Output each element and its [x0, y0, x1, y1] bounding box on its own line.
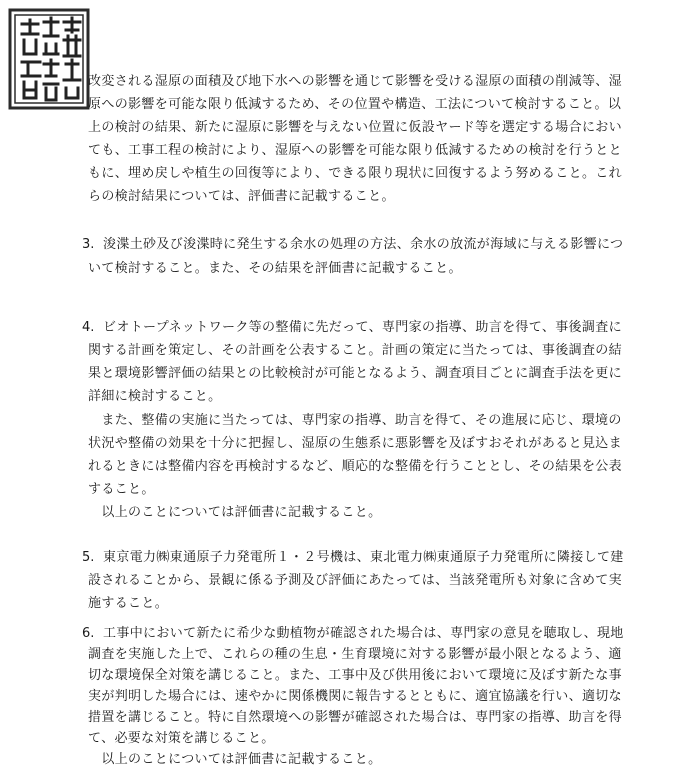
item-line: 東京電力㈱東通原子力発電所１・２号機は、東北電力㈱東通原子力発電所に隣接して建	[103, 550, 624, 565]
item-line: いて検討すること。また、その結果を評価書に記載すること。	[88, 261, 462, 276]
official-seal-stamp	[6, 6, 92, 112]
item-line: 施すること。	[88, 596, 169, 611]
item-line: て、必要な対策を講じること。	[88, 731, 275, 746]
item-line: 設されることから、景観に係る予測及び評価にあたっては、当該発電所も対象に含めて実	[88, 573, 623, 588]
item-line: 果と環境影響評価の結果との比較検討が可能となるよう、調査項目ごとに調査手法を更に	[88, 366, 623, 381]
item-line: 工事中において新たに希少な動植物が確認された場合は、専門家の意見を聴取し、現地	[103, 626, 624, 641]
item-line: れるときには整備内容を再検討するなど、順応的な整備を行うこととし、その結果を公表	[88, 459, 623, 474]
item-line: 措置を講じること。特に自然環境への影響が確認された場合は、専門家の指導、助言を得	[88, 710, 623, 725]
item-line: 詳細に検討すること。	[88, 389, 222, 404]
item-line: 以上のことについては評価書に記載すること。	[88, 505, 382, 520]
item-line: すること。	[88, 482, 155, 497]
item-number: 6.	[82, 626, 95, 641]
item-line: また、整備の実施に当たっては、専門家の指導、助言を得て、その進展に応じ、環境の	[88, 413, 622, 428]
intro-line: ても、工事工程の検討により、湿原への影響を可能な限り低減するための検討を行うとと	[88, 143, 623, 158]
item-number: 5.	[82, 550, 95, 565]
item-number: 3.	[82, 237, 95, 252]
item-line: 切な環境保全対策を講じること。また、工事中及び供用後において環境に及ぼす新たな事	[88, 668, 623, 683]
item-line: 実が判明した場合には、速やかに関係機関に報告するとともに、適宜協議を行い、適切な	[88, 689, 623, 704]
item-line: ビオトープネットワーク等の整備に先だって、専門家の指導、助言を得て、事後調査に	[103, 320, 622, 335]
item-line: 浚渫土砂及び浚渫時に発生する余水の処理の方法、余水の放流が海域に与える影響につ	[103, 237, 624, 252]
intro-line: 原への影響を可能な限り低減するため、その位置や構造、工法について検討すること。以	[88, 97, 622, 112]
intro-line: もに、埋め戻しや植生の回復等により、できる限り現状に回復するよう努めること。これ	[88, 166, 623, 181]
intro-line: らの検討結果については、評価書に記載すること。	[88, 189, 395, 204]
item-line: 状況や整備の効果を十分に把握し、湿原の生態系に悪影響を及ぼすおそれがあると見込ま	[88, 436, 623, 451]
item-line: 調査を実施した上で、これらの種の生息・生育環境に対する影響が最小限となるよう、適	[88, 647, 622, 662]
intro-line: 改変される湿原の面積及び地下水への影響を通じて影響を受ける湿原の面積の削減等、湿	[88, 74, 623, 89]
item-number: 4.	[82, 320, 95, 335]
item-line: 関する計画を策定し、その計画を公表すること。計画の策定に当たっては、事後調査の結	[88, 343, 623, 358]
item-line: 以上のことについては評価書に記載すること。	[88, 752, 382, 767]
intro-line: 上の検討の結果、新たに湿原に影響を与えない位置に仮設ヤード等を選定する場合におい	[88, 120, 623, 135]
